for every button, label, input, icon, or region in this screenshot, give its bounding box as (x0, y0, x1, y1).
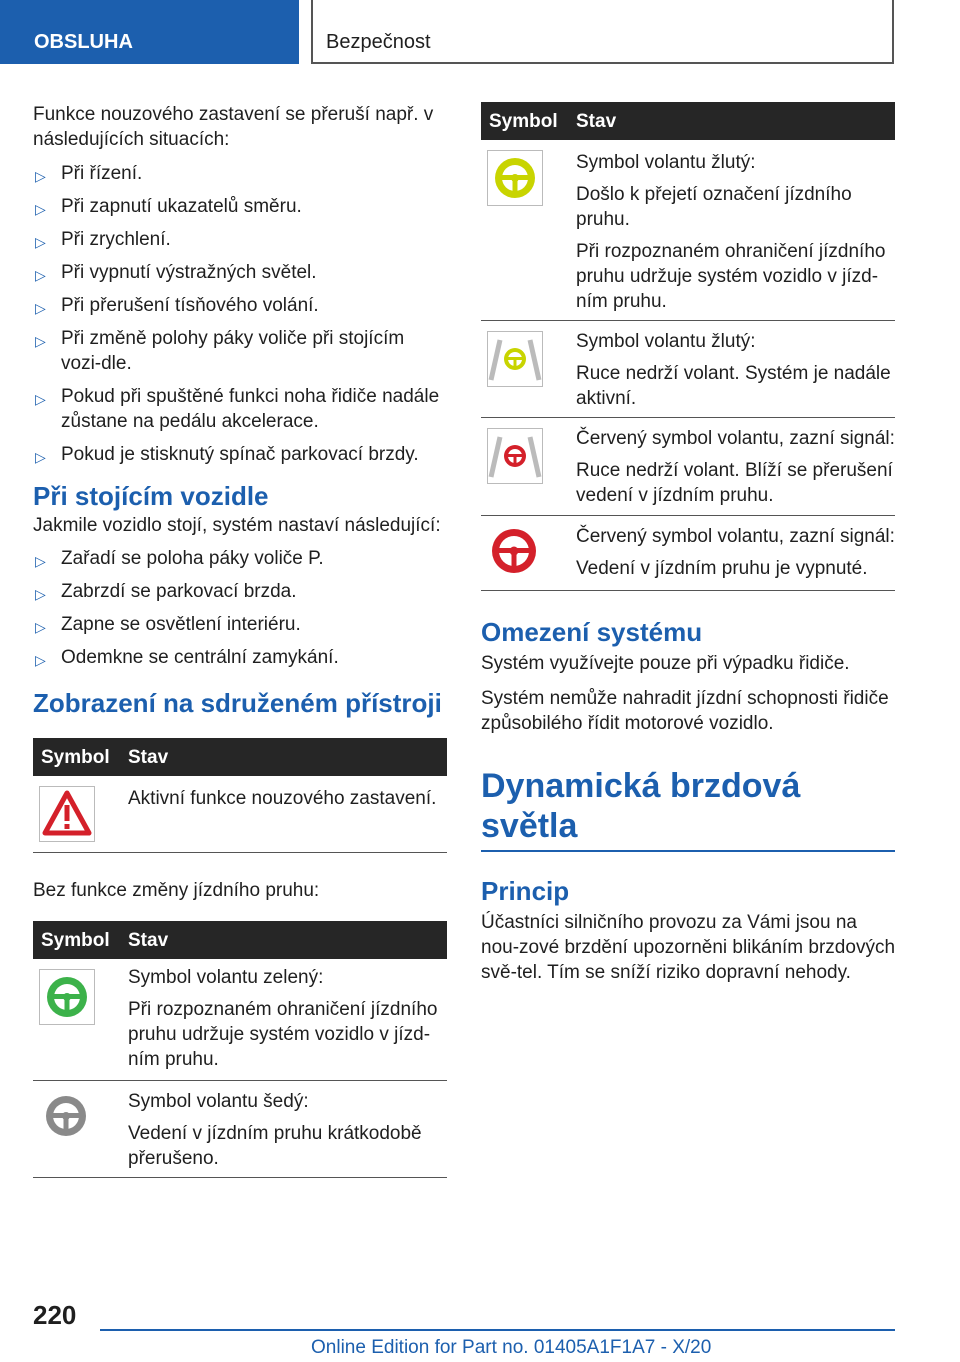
state-text: Vedení v jízdním pruhu je vypnuté. (576, 558, 868, 579)
interrupt-intro: Funkce nouzového zastavení se přeruší např. v následujících situacích: (33, 104, 434, 150)
table-header (481, 102, 895, 140)
triangle-bullet-icon: ▷ (35, 201, 46, 217)
list-item: ▷ Při vypnutí výstražných světel. (33, 260, 447, 285)
state-text: Došlo k přejetí označení jízdního pruhu. (576, 184, 852, 230)
column-state: Stav (576, 111, 617, 132)
triangle-bullet-icon: ▷ (35, 300, 46, 316)
steering-wheel-gray-icon (39, 1089, 93, 1143)
state-title: Symbol volantu zelený: (128, 967, 324, 988)
steering-wheel-yellow-lanes-icon (487, 331, 543, 387)
right-column (481, 102, 895, 985)
state-title: Červený symbol volantu, zazní signál: (576, 526, 895, 547)
table-row (33, 1081, 447, 1178)
standstill-list (33, 546, 447, 670)
state-title: Červený symbol volantu, zazní signál: (576, 428, 895, 449)
warning-triangle-icon (39, 786, 95, 842)
list-item: ▷ Zabrzdí se parkovací brzda. (33, 579, 447, 604)
principle-heading: Princip (481, 876, 570, 906)
triangle-bullet-icon: ▷ (35, 168, 46, 184)
chapter-tab (311, 0, 894, 64)
symbol-table-lane-warnings (481, 102, 895, 591)
triangle-bullet-icon: ▷ (35, 391, 46, 407)
list-item: ▷ Pokud je stisknutý spínač parkovací brzdy. (33, 442, 447, 467)
limits-text-2: Systém nemůže nahradit jízdní schopnosti řidiče způsobilého řídit motorové vozidlo. (481, 688, 889, 734)
state-title: Symbol volantu žlutý: (576, 152, 756, 173)
state-text: Aktivní funkce nouzového zastavení. (128, 788, 437, 809)
state-text: Při rozpoznaném ohraničení jízdního pruhu udržuje systém vozidlo v jízd-ním pruhu. (576, 241, 886, 312)
list-item: ▷ Odemkne se centrální zamykání. (33, 645, 447, 670)
column-symbol: Symbol (41, 930, 110, 951)
state-title: Symbol volantu šedý: (128, 1091, 309, 1112)
column-symbol: Symbol (41, 747, 110, 768)
limits-heading: Omezení systému (481, 617, 703, 647)
steering-wheel-red-icon (487, 524, 541, 578)
list-item: ▷ Při řízení. (33, 161, 447, 186)
table-header (33, 921, 447, 959)
triangle-bullet-icon: ▷ (35, 234, 46, 250)
brake-lights-heading: Dynamická brzdová světla (481, 766, 895, 852)
state-text: Při rozpoznaném ohraničení jízdního pruhu udržuje systém vozidlo v jízd-ním pruhu. (128, 999, 438, 1070)
list-item: ▷ Pokud při spuštěné funkci noha řidiče nadále zůstane na pedálu akcelerace. (35, 386, 440, 432)
triangle-bullet-icon: ▷ (35, 333, 46, 349)
table-row (33, 959, 447, 1081)
triangle-bullet-icon: ▷ (35, 449, 46, 465)
display-heading: Zobrazení na sdruženém přístroji (33, 688, 442, 718)
left-column (33, 102, 447, 1178)
column-state: Stav (128, 930, 169, 951)
table-row (33, 776, 447, 853)
table-header (33, 738, 447, 776)
principle-text: Účastníci silničního provozu za Vámi jsou na nou-zové brzdění upozorněni blikáním brzdových svě-tel. Tím se sníží riziko dopravní nehody. (481, 912, 896, 983)
interrupt-list (33, 161, 447, 467)
list-item: ▷ Při zapnutí ukazatelů směru. (33, 194, 447, 219)
list-item: ▷ Při přerušení tísňového volání. (33, 293, 447, 318)
limits-text-1: Systém využívejte pouze při výpadku řidiče. (481, 653, 850, 674)
triangle-bullet-icon: ▷ (35, 652, 46, 668)
triangle-bullet-icon: ▷ (35, 267, 46, 283)
table-row (481, 140, 895, 321)
table-row (481, 516, 895, 591)
symbol-table-lane (33, 921, 447, 1178)
column-symbol: Symbol (489, 111, 558, 132)
state-text: Vedení v jízdním pruhu krátkodobě přerušeno. (128, 1123, 422, 1169)
column-state: Stav (128, 747, 169, 768)
state-text: Ruce nedrží volant. Blíží se přerušení vedení v jízdním pruhu. (576, 460, 893, 506)
triangle-bullet-icon: ▷ (35, 553, 46, 569)
list-item: ▷ Při zrychlení. (33, 227, 447, 252)
state-title: Symbol volantu žlutý: (576, 331, 756, 352)
standstill-heading: Při stojícím vozidle (33, 481, 269, 511)
triangle-bullet-icon: ▷ (35, 619, 46, 635)
list-item: ▷ Zařadí se poloha páky voliče P. (33, 546, 447, 571)
steering-wheel-red-lanes-icon (487, 428, 543, 484)
page-number: 220 (33, 1300, 77, 1330)
list-item: ▷ Při změně polohy páky voliče při stojícím vozi-dle. (35, 328, 405, 374)
standstill-intro: Jakmile vozidlo stojí, systém nastaví následující: (33, 515, 441, 536)
section-title: OBSLUHA (34, 31, 133, 53)
triangle-bullet-icon: ▷ (35, 586, 46, 602)
section-tab (0, 0, 299, 64)
edition-note: Online Edition for Part no. 01405A1F1A7 - X/20 (311, 1337, 712, 1358)
footer-divider (100, 1329, 895, 1331)
table-row (481, 418, 895, 516)
table-row (481, 321, 895, 418)
steering-wheel-green-icon (39, 969, 95, 1025)
state-text: Ruce nedrží volant. Systém je nadále aktivní. (576, 363, 891, 409)
chapter-title: Bezpečnost (326, 31, 431, 53)
steering-wheel-yellow-icon (487, 150, 543, 206)
lane-intro: Bez funkce změny jízdního pruhu: (33, 880, 320, 901)
symbol-table-emergency (33, 738, 447, 853)
list-item: ▷ Zapne se osvětlení interiéru. (33, 612, 447, 637)
